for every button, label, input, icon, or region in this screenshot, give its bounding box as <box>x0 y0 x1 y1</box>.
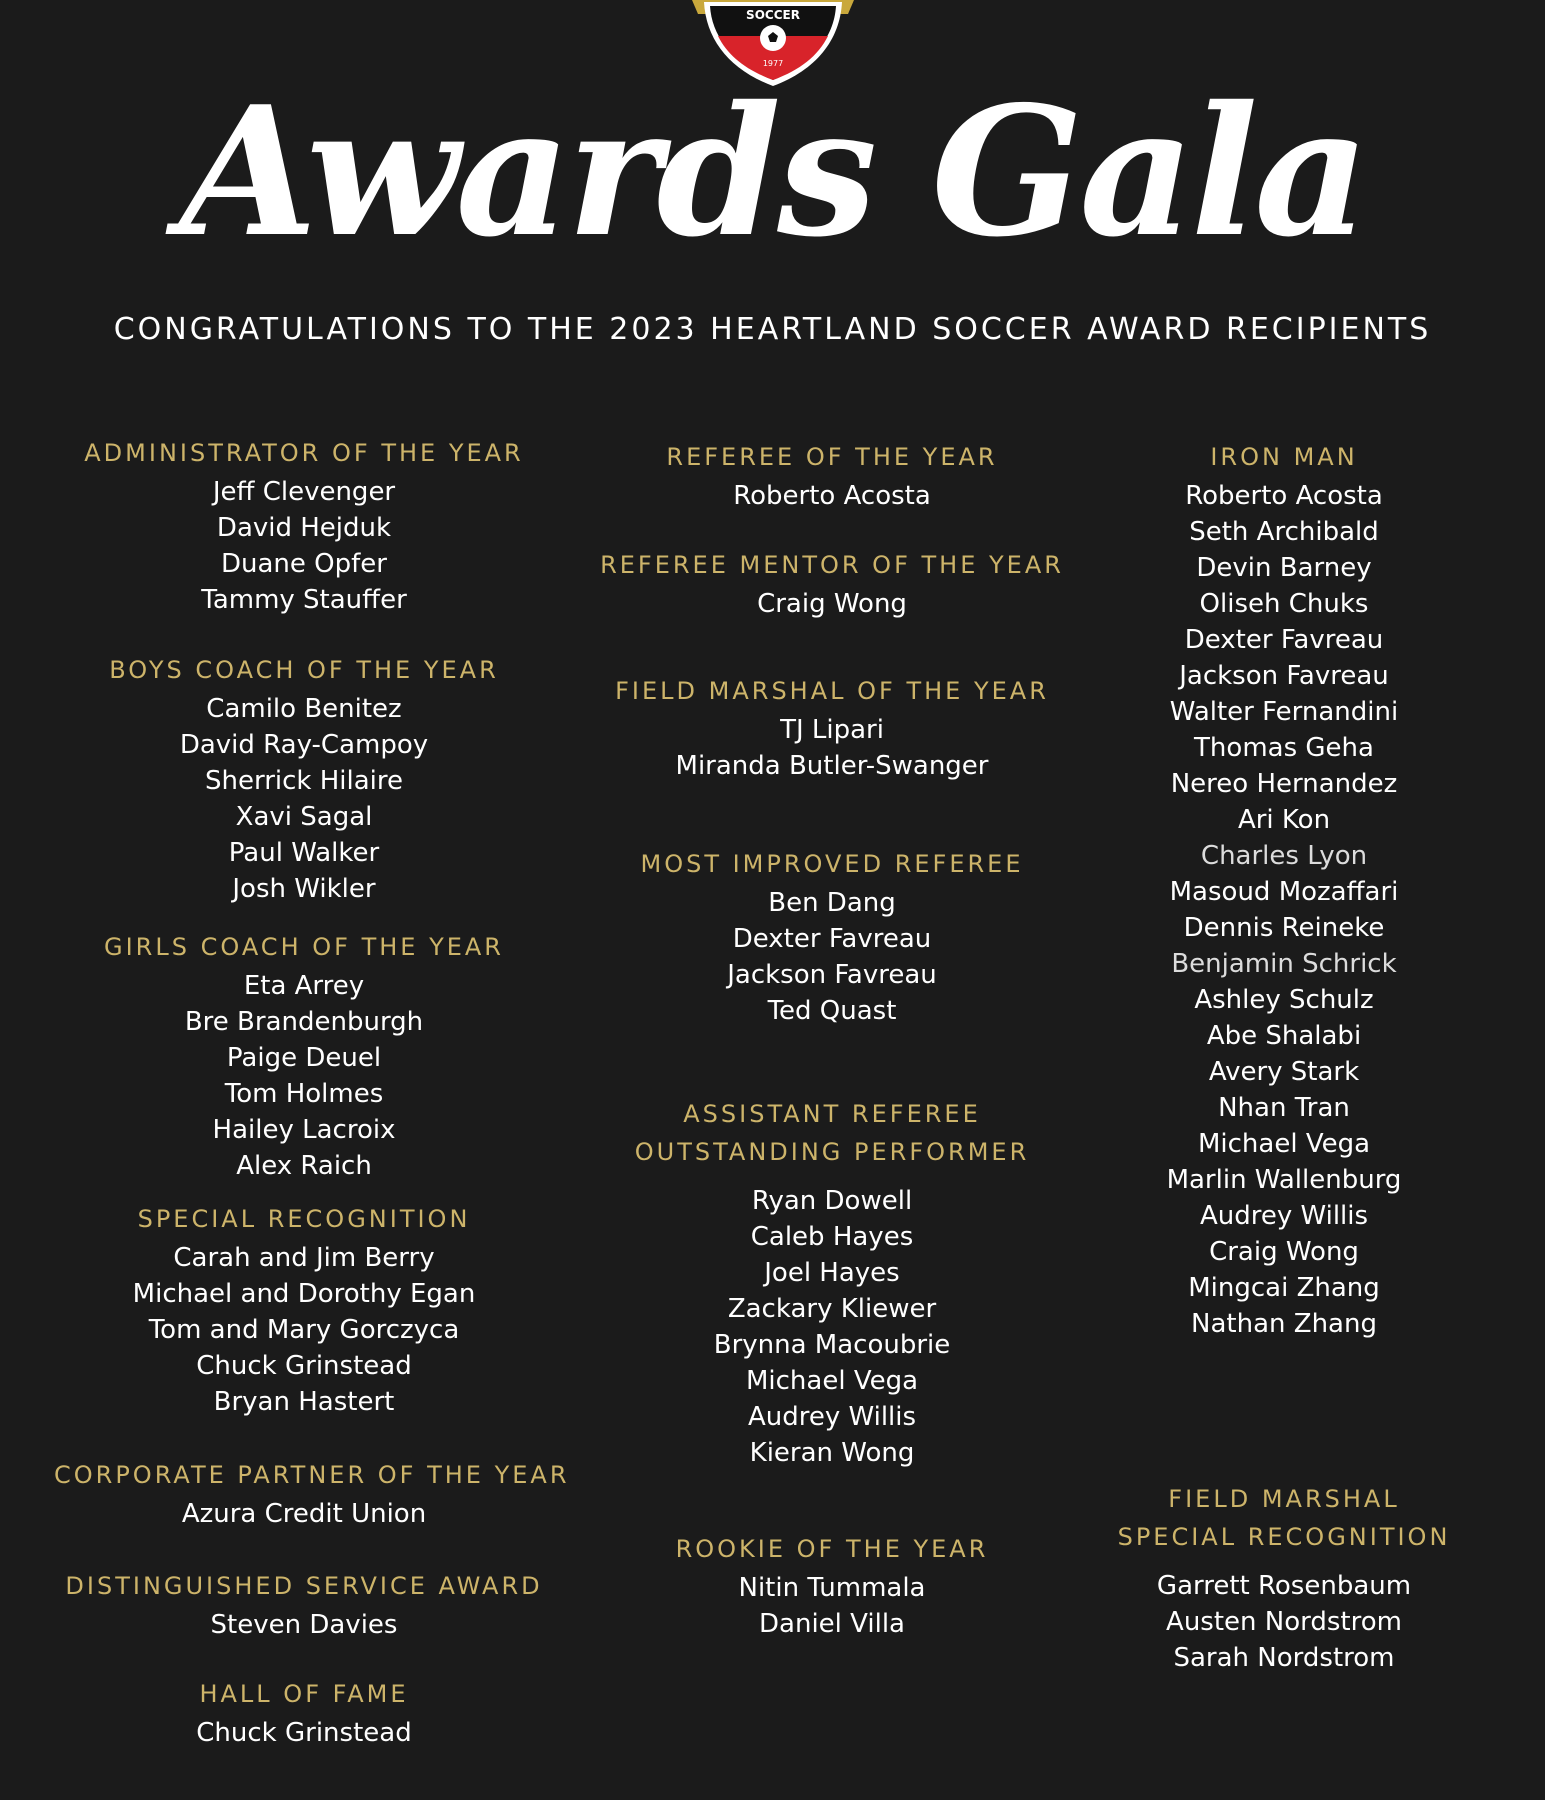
award-section <box>54 651 554 907</box>
award-section <box>54 928 554 1184</box>
recipient-name: Nitin Tummala <box>738 1573 926 1603</box>
award-heading: ASSISTANT REFEREE <box>683 1100 981 1128</box>
recipient-name: Oliseh Chuks <box>1199 589 1369 619</box>
recipient-name: Benjamin Schrick <box>1171 949 1397 979</box>
award-heading: OUTSTANDING PERFORMER <box>634 1138 1030 1166</box>
recipient-list <box>1034 478 1534 1342</box>
award-section <box>582 672 1082 784</box>
recipient-name: Ari Kon <box>1237 805 1331 835</box>
recipient-name: Austen Nordstrom <box>1166 1607 1402 1637</box>
recipient-name: Miranda Butler-Swanger <box>675 751 989 781</box>
congratulations-subtitle: CONGRATULATIONS TO THE 2023 HEARTLAND SOCCER AWARD RECIPIENTS <box>113 312 1432 347</box>
recipient-name: Tom Holmes <box>224 1079 384 1109</box>
recipient-name: Nhan Tran <box>1218 1093 1350 1123</box>
recipient-name: Jeff Clevenger <box>212 477 396 507</box>
recipient-list <box>54 1607 554 1643</box>
recipient-name: Ben Dang <box>768 888 896 918</box>
recipient-name: Michael Vega <box>745 1366 919 1396</box>
recipient-name: Azura Credit Union <box>181 1499 427 1529</box>
recipient-name: Zackary Kliewer <box>727 1294 937 1324</box>
recipient-name: Roberto Acosta <box>733 481 931 511</box>
award-section <box>582 845 1082 1029</box>
recipient-name: Duane Opfer <box>221 549 387 579</box>
recipient-name: Bre Brandenburgh <box>184 1007 424 1037</box>
recipient-list <box>582 586 1082 622</box>
recipient-name: Paul Walker <box>228 838 380 868</box>
award-heading: CORPORATE PARTNER OF THE YEAR <box>54 1461 570 1489</box>
recipient-list <box>54 1496 554 1532</box>
recipient-name: Sarah Nordstrom <box>1173 1643 1395 1673</box>
award-section <box>54 1200 554 1420</box>
award-section <box>582 1095 1082 1471</box>
recipient-name: Ashley Schulz <box>1194 985 1374 1015</box>
recipient-name: Carah and Jim Berry <box>173 1243 435 1273</box>
recipient-name: Xavi Sagal <box>235 802 373 832</box>
recipient-name: Camilo Benitez <box>206 694 402 724</box>
recipient-name: David Hejduk <box>216 513 392 543</box>
recipient-name: Audrey Willis <box>747 1402 917 1432</box>
award-heading: ROOKIE OF THE YEAR <box>675 1535 989 1563</box>
recipient-name: Joel Hayes <box>764 1258 900 1288</box>
award-section <box>582 1530 1082 1642</box>
award-section <box>582 546 1082 622</box>
recipient-name: TJ Lipari <box>780 715 884 745</box>
recipient-name: Mingcai Zhang <box>1188 1273 1380 1303</box>
award-heading: BOYS COACH OF THE YEAR <box>109 656 499 684</box>
recipient-list <box>54 1715 554 1751</box>
recipient-name: Dennis Reineke <box>1183 913 1385 943</box>
recipient-name: Seth Archibald <box>1189 517 1379 547</box>
recipient-name: Chuck Grinstead <box>196 1351 412 1381</box>
recipient-name: Sherrick Hilaire <box>204 766 403 796</box>
award-heading: SPECIAL RECOGNITION <box>1117 1523 1451 1551</box>
recipient-list <box>582 712 1082 784</box>
award-section <box>54 1675 554 1751</box>
recipient-name: Michael Vega <box>1197 1129 1371 1159</box>
award-heading: HALL OF FAME <box>199 1680 409 1708</box>
award-section <box>582 438 1082 514</box>
awards-gala-title: Awards Gala <box>179 67 1366 276</box>
recipient-name: Abe Shalabi <box>1206 1021 1362 1051</box>
recipient-name: Craig Wong <box>757 589 907 619</box>
recipient-name: Brynna Macoubrie <box>713 1330 951 1360</box>
award-heading: DISTINGUISHED SERVICE AWARD <box>65 1572 543 1600</box>
recipient-list <box>582 478 1082 514</box>
award-heading: FIELD MARSHAL OF THE YEAR <box>615 677 1049 705</box>
award-heading: REFEREE OF THE YEAR <box>666 443 998 471</box>
recipient-name: Kieran Wong <box>749 1438 915 1468</box>
recipient-name: Eta Arrey <box>243 971 365 1001</box>
recipient-name: Avery Stark <box>1208 1057 1360 1087</box>
recipient-name: Ted Quast <box>767 996 897 1026</box>
recipient-name: Roberto Acosta <box>1185 481 1383 511</box>
award-section <box>54 1456 570 1532</box>
recipient-name: Hailey Lacroix <box>212 1115 396 1145</box>
recipient-name: Tammy Stauffer <box>201 585 407 615</box>
recipient-name: Dexter Favreau <box>732 924 932 954</box>
recipient-name: Audrey Willis <box>1199 1201 1369 1231</box>
award-section <box>54 1567 554 1643</box>
recipient-name: Josh Wikler <box>232 874 376 904</box>
recipient-list <box>54 1240 554 1420</box>
logo-text: SOCCER <box>746 8 800 22</box>
logo-year: 1977 <box>762 59 784 68</box>
recipient-name: Caleb Hayes <box>750 1222 914 1252</box>
recipient-name: Nereo Hernandez <box>1170 769 1398 799</box>
recipient-list <box>582 1183 1082 1471</box>
recipient-name: Tom and Mary Gorczyca <box>148 1315 460 1345</box>
recipient-name: Jackson Favreau <box>727 960 937 990</box>
award-heading: MOST IMPROVED REFEREE <box>640 850 1024 878</box>
award-heading: GIRLS COACH OF THE YEAR <box>104 933 504 961</box>
recipient-name: David Ray-Campoy <box>179 730 429 760</box>
recipient-name: Nathan Zhang <box>1191 1309 1377 1339</box>
recipient-name: Devin Barney <box>1196 553 1372 583</box>
recipient-name: Garrett Rosenbaum <box>1156 1571 1412 1601</box>
recipient-list <box>54 968 554 1184</box>
recipient-name: Dexter Favreau <box>1184 625 1384 655</box>
award-heading: ADMINISTRATOR OF THE YEAR <box>84 439 524 467</box>
award-heading: SPECIAL RECOGNITION <box>137 1205 471 1233</box>
recipient-name: Jackson Favreau <box>1179 661 1389 691</box>
recipient-list <box>54 691 554 907</box>
recipient-name: Paige Deuel <box>226 1043 382 1073</box>
recipient-name: Walter Fernandini <box>1169 697 1399 727</box>
award-heading: FIELD MARSHAL <box>1168 1485 1400 1513</box>
recipient-name: Bryan Hastert <box>213 1387 395 1417</box>
recipient-name: Alex Raich <box>236 1151 372 1181</box>
recipient-name: Chuck Grinstead <box>196 1718 412 1748</box>
award-section <box>1034 1480 1534 1676</box>
award-section <box>54 434 554 618</box>
recipient-name: Michael and Dorothy Egan <box>132 1279 476 1309</box>
recipient-name: Charles Lyon <box>1200 841 1368 871</box>
recipient-name: Masoud Mozaffari <box>1169 877 1399 907</box>
recipient-list <box>582 885 1082 1029</box>
award-heading: IRON MAN <box>1210 443 1358 471</box>
recipient-name: Steven Davies <box>210 1610 398 1640</box>
award-section <box>1034 438 1534 1342</box>
recipient-list <box>1034 1568 1534 1676</box>
recipient-name: Thomas Geha <box>1194 733 1374 763</box>
recipient-name: Ryan Dowell <box>751 1186 913 1216</box>
recipient-name: Daniel Villa <box>759 1609 905 1639</box>
recipient-name: Craig Wong <box>1209 1237 1359 1267</box>
recipient-name: Marlin Wallenburg <box>1166 1165 1402 1195</box>
recipient-list <box>54 474 554 618</box>
recipient-list <box>582 1570 1082 1642</box>
award-heading: REFEREE MENTOR OF THE YEAR <box>600 551 1064 579</box>
